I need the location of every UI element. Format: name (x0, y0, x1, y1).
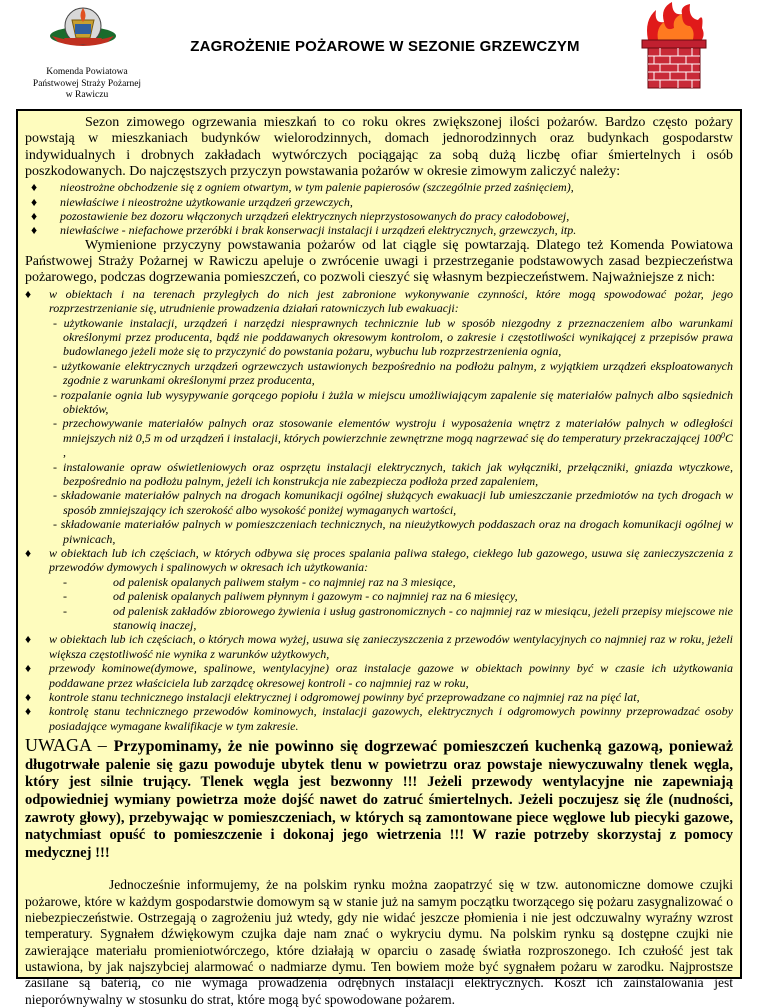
diamond-bullet-icon: ♦ (25, 546, 32, 561)
sub-list-item: - instalowanie opraw oświetleniowych oraz osprzętu instalacji elektrycznych, takich jak wyłączniki, przełączniki, gniazda wtyczkowe, bezpośrednio na podłożu palnym, jeżeli ich konstrukcja nie zabezpiecza podłoża przed zapaleniem, (53, 459, 733, 488)
list-item-text: niewłaściwe - niefachowe przeróbki i brak konserwacji instalacji i urządzeń elektrycznych, grzewczych, itp. (60, 223, 577, 238)
dash-bullet: - (63, 589, 67, 604)
list-item (25, 223, 733, 237)
list-item-text: w obiektach lub ich częściach, w których odbywa się proces spalania paliwa stałego, ciekłego lub gazowego, usuwa się zanieczyszczenia z przewodów dymowych i spalinowych w okresach ich użytkowania: (49, 546, 733, 575)
sub-list-item: - rozpalanie ognia lub wysypywanie gorącego popiołu i żużla w miejscu umożliwiającym zapalenie się materiałów palnych albo sąsiednich obiektów, (53, 387, 733, 416)
list-item (25, 661, 733, 690)
organization-name (20, 67, 154, 102)
sub-list-item-text: - przechowywanie materiałów palnych oraz stosowanie elementów wystroju i wyposażenia wnętrz z materiałów palnych w odległości mniejszych niż 0,5 m od urządzeń i instalacji, których powierzchnie zewnętrzne mogą nagrzewać się do temperatury przekraczającej 100 (53, 416, 733, 445)
list-item-text: nieostrożne obchodzenie się z ogniem otwartym, w tym palenie papierosów (szczególnie przed zaśnięciem), (60, 180, 574, 195)
warning-body: długotrwałe palenie się gazu powoduje ubytek tlenu w powietrzu oraz powstaje niewyczuwalny tlenek węgla, który jest silnie trujący. Tlenek węgla jest bezwonny !!! Jeżeli przewody wentylacyjne nie zapewniają odpowiedniej wymiany powietrza może dojść nawet do zatruć śmiertelnych. Jeżeli poczujesz się źle (nudności, zawroty głowy), przebywając w pomieszczeniach, w których są zamontowane piece węglowe lub piecyki gazowe, natychmiast opuść to pomieszczenie i dokonaj jego wietrzenia !!! W razie potrzeby skorzystaj z pomocy medycznej !!! (25, 756, 733, 861)
sub-list (49, 575, 733, 633)
dash-bullet: - (63, 574, 67, 589)
sub-list-item: - składowanie materiałów palnych w pomieszczeniach technicznych, na nieużytkowych poddaszach oraz na drogach komunikacji ogólnej w piwnicach, (53, 517, 733, 546)
sub-list-item: - składowanie materiałów palnych na drogach komunikacji ogólnej służących ewakuacji lub umieszczanie przedmiotów na tych drogach w sposób zmniejszający ich szerokość albo wysokość poniżej wymaganych wartości, (53, 488, 733, 517)
diamond-bullet-icon: ♦ (25, 704, 32, 719)
list-item (25, 632, 733, 661)
sub-list-item-text: od palenisk zakładów zbiorowego żywienia i usług gastronomicznych - co najmniej raz w miesiącu, jeżeli przepisy miejscowe nie stanowią inaczej, (113, 603, 733, 633)
causes-list (25, 180, 733, 238)
sub-list-item-text: od palenisk opalanych paliwem płynnym i gazowym - co najmniej raz na 6 miesięcy, (113, 589, 518, 604)
appeal-paragraph: Wymienione przyczyny powstawania pożarów od lat ciągle się powtarzają. Dlatego też Komenda Powiatowa Państwowej Straży Pożarnej w Rawiczu apeluje o zwrócenie uwagi i przestrzeganie podstawowych zasad bezpieczeństwa pożarowego, podczas dogrzewania pomieszczeń, co pozwoli cieszyć się własnym bezpieczeństwem. Najważniejsze z nich: (25, 237, 733, 286)
diamond-bullet-icon: ♦ (25, 690, 32, 705)
diamond-bullet-icon: ♦ (25, 286, 32, 301)
list-item-text: kontrole stanu technicznego instalacji elektrycznej i odgromowej powinny być przeprowadzane co najmniej raz na pięć lat, (49, 690, 640, 705)
rules-list (25, 287, 733, 734)
superscript: 0 (720, 430, 725, 440)
organization-line: Państwowej Straży Pożarnej (32, 78, 142, 89)
diamond-bullet-icon: ♦ (31, 194, 38, 209)
list-item-text: w obiektach lub ich częściach, o których mowa wyżej, usuwa się zanieczyszczenia z przewodów wentylacyjnych co najmniej raz w roku, jeżeli większa częstotliwość nie wynika z warunków użytkowych, (49, 632, 733, 661)
list-item (25, 195, 733, 209)
warning-dash: – (91, 735, 114, 756)
list-item (25, 704, 733, 733)
sub-list-item: - użytkowanie instalacji, urządzeń i narzędzi niesprawnych technicznie lub w sposób niezgodny z przeznaczeniem albo warunkami określonymi przez producenta, bądź nie poddawanych okresowym kontrolom, o zakresie i częstotliwości wynikającej z przepisów prawa budowlanego jeżeli może się to przyczynić do powstania pożaru, wybuchu lub rozprzestrzenienia ognia, (53, 315, 733, 359)
page-title: ZAGROŻENIE POŻAROWE W SEZONIE GRZEWCZYM (190, 38, 580, 55)
organization-line: w Rawiczu (65, 90, 109, 100)
fire-service-emblem-icon (48, 2, 118, 64)
sub-list-item (49, 416, 733, 459)
sub-list-item (49, 604, 733, 633)
list-item (25, 287, 733, 546)
content-frame (16, 109, 742, 1007)
diamond-bullet-icon: ♦ (31, 223, 38, 238)
sub-list-item (49, 575, 733, 589)
warning-lead: Przypominamy, że nie powinno się dogrzewać pomieszczeń kuchenką gazową, ponieważ (113, 738, 734, 756)
sub-list-item: - użytkowanie elektrycznych urządzeń ogrzewczych ustawionych bezpośrednio na podłożu palnym, z wyjątkiem urządzeń eksploatowanych zgodnie z warunkami określonymi przez producenta, (53, 358, 733, 388)
warning-paragraph (25, 737, 733, 862)
diamond-bullet-icon: ♦ (31, 180, 38, 195)
sub-list-item-text: od palenisk opalanych paliwem stałym - co najmniej raz na 3 miesiące, (113, 574, 456, 589)
sub-list-item-text: C , (63, 430, 733, 460)
diamond-bullet-icon: ♦ (31, 209, 38, 223)
list-item (25, 180, 733, 194)
list-item-text: kontrolę stanu technicznego przewodów kominowych, instalacji gazowych, elektrycznych i odgromowych powinny przeprowadzać osoby posiadające wymagane kwalifikacje w tym zakresie. (49, 704, 733, 733)
warning-label: UWAGA (25, 735, 91, 756)
sub-list-item (49, 589, 733, 603)
dash-bullet: - (63, 603, 67, 618)
list-item-text: przewody kominowe(dymowe, spalinowe, wentylacyjne) oraz instalacje gazowe w obiektach powinny być w czasie ich użytkowania poddawane przez właściciela lub zarządcę okresowej kontroli - co najmniej raz w roku, (49, 661, 733, 690)
list-item-text: niewłaściwe i nieostrożne użytkowanie urządzeń grzewczych, (60, 194, 353, 209)
organization-line: Komenda Powiatowa (46, 67, 128, 77)
diamond-bullet-icon: ♦ (25, 632, 32, 647)
list-item-text: pozostawienie bez dozoru włączonych urządzeń elektrycznych nieprzystosowanych do pracy całodobowej, (60, 209, 570, 223)
diamond-bullet-icon: ♦ (25, 661, 32, 676)
smoke-detector-paragraph: Jednocześnie informujemy, że na polskim rynku można zaopatrzyć się w tzw. autonomiczne domowe czujki pożarowe, które w każdym gospodarstwie domowym są w stanie już na samym początku tworzącego się pożaru zasygnalizować o niebezpieczeństwie. Ostrzegają o zagrożeniu już wtedy, gdy nie widać jeszcze płomienia i nie jest odczuwalny wyraźny wzrost temperatury. Sygnałem dźwiękowym czujka daje nam znać o wykryciu dymu. Na polskim rynku są dostępne czujki nie zawierające materiału promieniotwórczego, które działają w oparciu o zasadę światła rozproszonego. Ich czułość jest tak ustawiona, by jak najszybciej alarmować o nadmiarze dymu. Ten bowiem może być sygnałem pożaru w zarodku. Najprostsze zasilane są baterią, co nie wymaga prowadzenia odrębnych instalacji elektrycznych. Koszt ich zainstalowania jest nieporównywalny w stosunku do strat, które mogą być spowodowane pożarem. (25, 877, 733, 1007)
list-item (25, 690, 733, 704)
list-item-text: w obiektach i na terenach przyległych do nich jest zabronione wykonywanie czynności, które mogą spowodować pożar, jego rozprzestrzenianie się, utrudnienie prowadzenia działań ratowniczych lub ewakuacji: (49, 286, 733, 316)
burning-chimney-icon (638, 0, 710, 90)
list-item (25, 209, 733, 223)
sub-list (49, 316, 733, 547)
list-item (25, 546, 733, 632)
intro-paragraph: Sezon zimowego ogrzewania mieszkań to co roku okres zwiększonej ilości pożarów. Bardzo często pożary powstają w mieszkaniach budynków wielorodzinnych, domach jednorodzinnych oraz budynkach gospodarstw indywidualnych i drobnych zakładach wytwórczych pociągając za sobą dużą liczbę ofiar śmiertelnych i osób poszkodowanych. Do najczęstszych przyczyn powstawania pożarów w okresie zimowym zaliczyć należy: (25, 115, 733, 179)
